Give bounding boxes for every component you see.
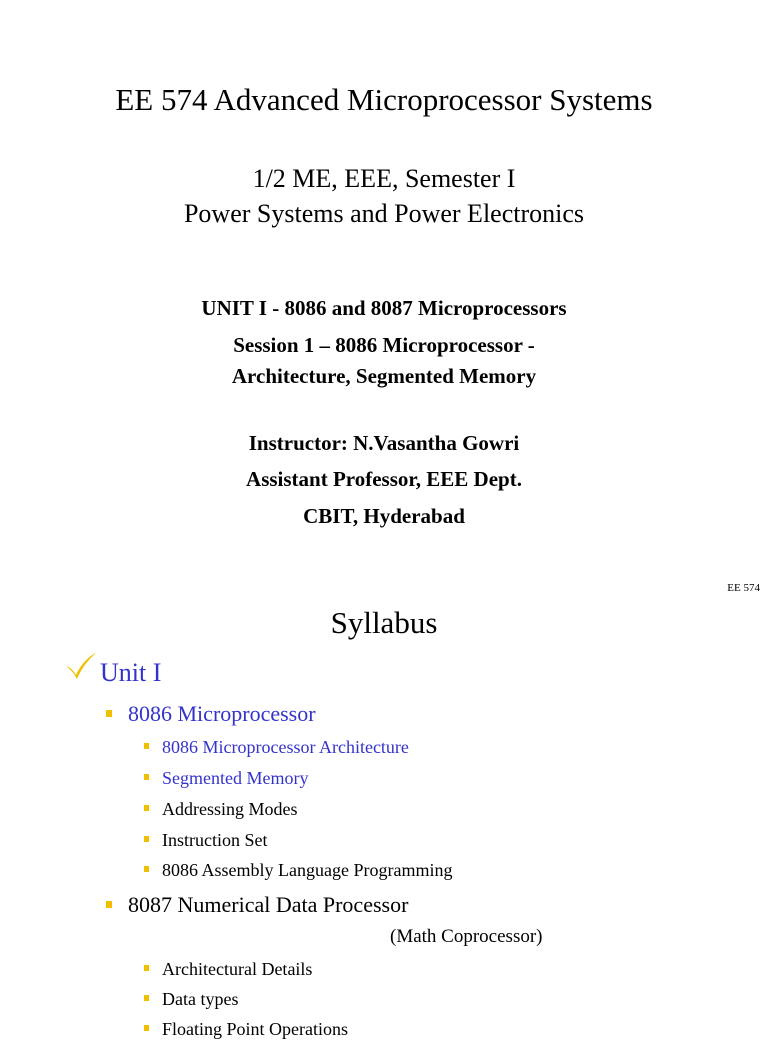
syllabus-subitem-label: Instruction Set [162, 830, 268, 850]
square-bullet-icon [144, 1025, 149, 1031]
square-bullet-icon [144, 774, 149, 780]
square-bullet-icon [144, 836, 149, 842]
slide-title: EE 574 Advanced Microprocessor Systems [115, 82, 653, 117]
square-bullet-icon [144, 965, 149, 971]
instructor-institution: CBIT, Hyderabad [303, 504, 465, 528]
syllabus-item-label: 8086 Microprocessor [128, 701, 316, 726]
syllabus-subitem-label: Addressing Modes [162, 799, 298, 819]
course-subtitle-line1: 1/2 ME, EEE, Semester I [252, 164, 516, 193]
syllabus-subitem-label: Data types [162, 989, 239, 1009]
session-heading-line2: Architecture, Segmented Memory [231, 364, 537, 388]
square-bullet-icon [144, 866, 149, 872]
square-bullet-icon [106, 901, 112, 908]
square-bullet-icon [144, 805, 149, 811]
square-bullet-icon [144, 995, 149, 1001]
square-bullet-icon [144, 743, 149, 749]
syllabus-subitem-label: 8086 Microprocessor Architecture [162, 737, 409, 757]
syllabus-item-label: 8087 Numerical Data Processor [128, 892, 409, 917]
session-heading-line1: Session 1 – 8086 Microprocessor - [233, 333, 535, 357]
unit-heading: UNIT I - 8086 and 8087 Microprocessors [201, 296, 567, 320]
course-subtitle-line2: Power Systems and Power Electronics [183, 199, 585, 228]
square-bullet-icon [106, 710, 112, 717]
syllabus-subitem-label: Floating Point Operations [162, 1019, 348, 1039]
syllabus-subitem-label: Segmented Memory [162, 768, 309, 788]
unit-label: Unit I [100, 658, 162, 687]
syllabus-subitem-label: 8086 Assembly Language Programming [162, 860, 453, 880]
checkmark-icon [64, 650, 98, 680]
syllabus-title: Syllabus [330, 605, 438, 640]
syllabus-subitem-label: Architectural Details [162, 959, 313, 979]
instructor-name: Instructor: N.Vasantha Gowri [248, 431, 520, 455]
slide-footer: EE 574 [727, 582, 760, 594]
instructor-title: Assistant Professor, EEE Dept. [246, 467, 522, 491]
math-coprocessor-note: (Math Coprocessor) [390, 926, 543, 947]
